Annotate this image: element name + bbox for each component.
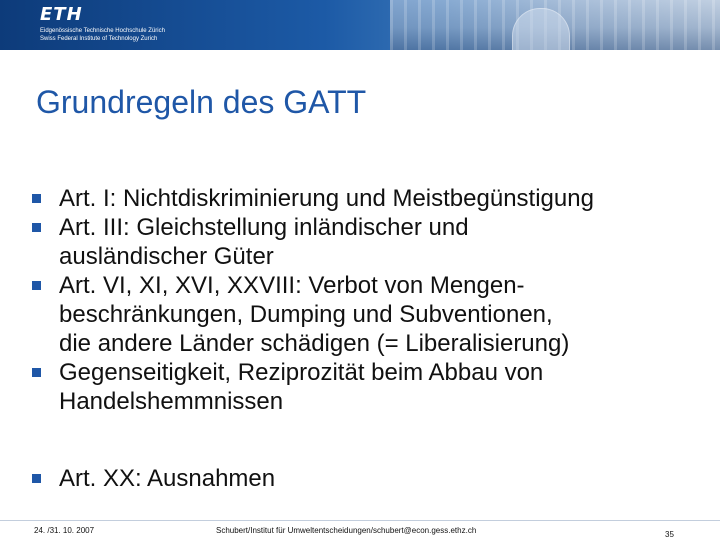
bullet-item xyxy=(30,358,700,416)
bullet-line: ausländischer Güter xyxy=(59,243,274,270)
bullet-list xyxy=(30,184,700,493)
footer-date: 24. /31. 10. 2007 xyxy=(34,526,95,535)
square-bullet-icon xyxy=(32,474,41,483)
bullet-line: Art. III: Gleichstellung inländischer und xyxy=(59,214,469,241)
bullet-item xyxy=(30,213,700,271)
bullet-item xyxy=(30,184,700,213)
square-bullet-icon xyxy=(32,194,41,203)
bullet-line: die andere Länder schädigen (= Liberalisierung) xyxy=(59,330,570,357)
institution-name-german: Eidgenössische Technische Hochschule Zürich xyxy=(40,28,165,34)
bullet-line: Gegenseitigkeit, Reziprozität beim Abbau von xyxy=(59,359,544,386)
footer-author-info: Schubert/Institut für Umweltentscheidungen/schubert@econ.gess.ethz.ch xyxy=(216,526,477,535)
bullet-item xyxy=(30,464,700,493)
square-bullet-icon xyxy=(32,368,41,377)
eth-logo: ETH xyxy=(40,4,83,25)
footer-divider xyxy=(0,520,720,521)
square-bullet-icon xyxy=(32,281,41,290)
bullet-line: beschränkungen, Dumping und Subventionen, xyxy=(59,301,553,328)
bullet-line: Handelshemmnissen xyxy=(59,388,284,415)
institution-name-english: Swiss Federal Institute of Technology Zurich xyxy=(40,36,158,42)
slide-title: Grundregeln des GATT xyxy=(36,84,367,120)
bullet-line: Art. XX: Ausnahmen xyxy=(59,465,276,492)
bullet-item xyxy=(30,271,700,358)
page-number: 35 xyxy=(665,530,674,539)
square-bullet-icon xyxy=(32,223,41,232)
bullet-line: Art. VI, XI, XVI, XXVIII: Verbot von Mengen- xyxy=(59,272,525,299)
bullet-line: Art. I: Nichtdiskriminierung und Meistbegünstigung xyxy=(59,185,594,212)
header-banner xyxy=(0,0,720,50)
